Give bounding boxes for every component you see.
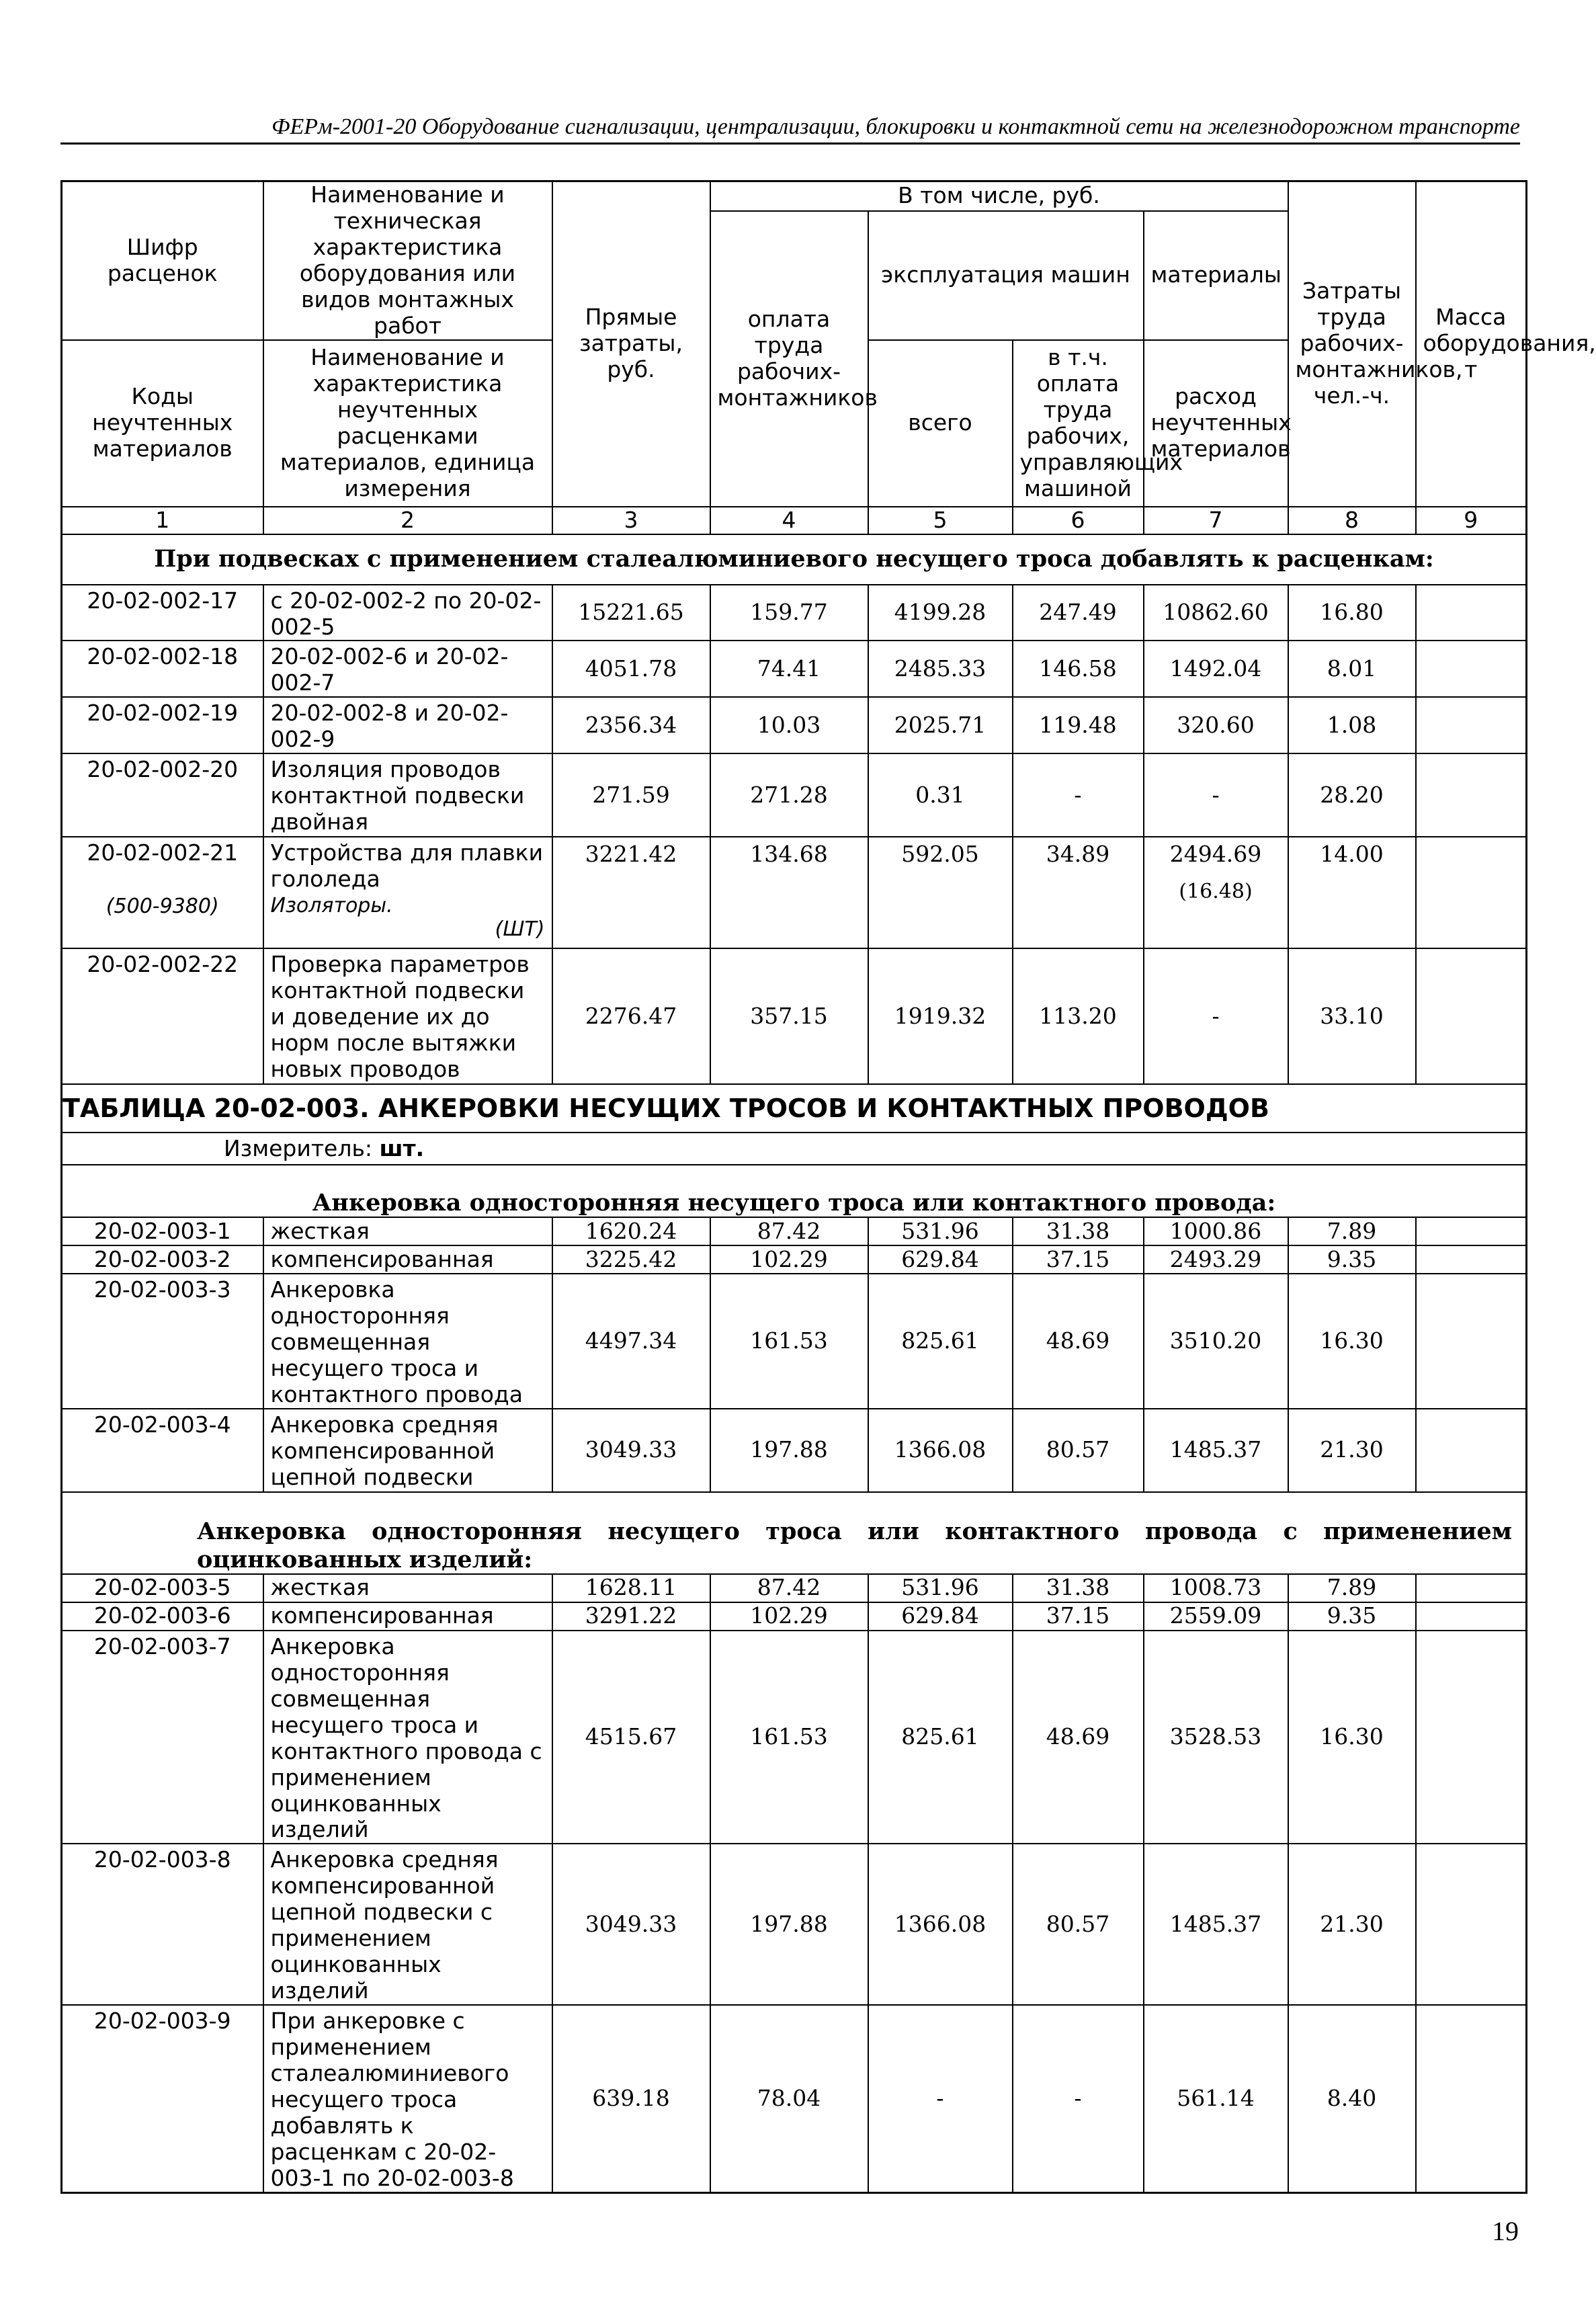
material-unit: (ШТ) xyxy=(495,917,545,942)
labor-pay: 74.41 xyxy=(710,641,868,697)
mass xyxy=(1416,697,1527,753)
machine-labor: 80.57 xyxy=(1013,1409,1144,1492)
labor-hours: 7.89 xyxy=(1288,1574,1416,1602)
header-labor-hours: Затраты труда рабочих-монтажников, чел.-ч. xyxy=(1288,181,1416,507)
rate-name: жесткая xyxy=(263,1574,552,1602)
machines-total: 2485.33 xyxy=(868,641,1013,697)
mass xyxy=(1416,2005,1527,2192)
table-row xyxy=(62,837,1527,948)
labor-pay: 87.42 xyxy=(710,1217,868,1245)
labor-pay: 102.29 xyxy=(710,1602,868,1631)
machine-labor: 80.57 xyxy=(1013,1844,1144,2005)
page-number: 19 xyxy=(1492,2216,1519,2246)
rates-table xyxy=(60,180,1596,2194)
labor-pay: 102.29 xyxy=(710,1245,868,1274)
header-number: 2 xyxy=(263,507,552,534)
measure-label: Измеритель: xyxy=(224,1135,380,1161)
header-number: 5 xyxy=(868,507,1013,534)
labor-pay: 197.88 xyxy=(710,1844,868,2005)
labor-hours: 21.30 xyxy=(1288,1844,1416,2005)
rates-table-wrapper xyxy=(60,180,1596,2191)
direct-costs: 3049.33 xyxy=(552,1409,710,1492)
machine-labor: 31.38 xyxy=(1013,1217,1144,1245)
materials: - xyxy=(1144,948,1288,1084)
table-row xyxy=(62,753,1527,837)
machine-labor: 113.20 xyxy=(1013,948,1144,1084)
labor-hours: 33.10 xyxy=(1288,948,1416,1084)
rate-code: 20-02-003-1 xyxy=(62,1217,263,1245)
materials: 10862.60 xyxy=(1144,585,1288,641)
labor-pay: 271.28 xyxy=(710,753,868,837)
header-number: 1 xyxy=(62,507,263,534)
direct-costs: 639.18 xyxy=(552,2005,710,2192)
labor-pay: 357.15 xyxy=(710,948,868,1084)
table-row xyxy=(62,1574,1527,1602)
machines-total: 592.05 xyxy=(868,837,1013,948)
labor-hours: 16.30 xyxy=(1288,1274,1416,1409)
header-number: 7 xyxy=(1144,507,1288,534)
direct-costs: 4497.34 xyxy=(552,1274,710,1409)
mass xyxy=(1416,1409,1527,1492)
mass xyxy=(1416,1245,1527,1274)
section-band: Анкеровка односторонняя несущего троса или контактного провода с применением оцинкованных изделий: xyxy=(62,1492,1527,1574)
machine-labor: 31.38 xyxy=(1013,1574,1144,1602)
section-band: Анкеровка односторонняя несущего троса или контактного провода: xyxy=(62,1165,1527,1217)
header-name: Наименование и техническая характеристика оборудования или видов монтажных работ xyxy=(263,181,552,340)
machine-labor: 48.69 xyxy=(1013,1274,1144,1409)
materials: 2559.09 xyxy=(1144,1602,1288,1631)
machines-total: 0.31 xyxy=(868,753,1013,837)
rate-name: с 20-02-002-2 по 20-02-002-5 xyxy=(263,585,552,641)
materials: 1008.73 xyxy=(1144,1574,1288,1602)
machines-total: 4199.28 xyxy=(868,585,1013,641)
rate-code: 20-02-003-8 xyxy=(62,1844,263,2005)
rate-name-with-material xyxy=(263,837,552,948)
rate-code: 20-02-002-18 xyxy=(62,641,263,697)
labor-pay: 197.88 xyxy=(710,1409,868,1492)
materials: 561.14 xyxy=(1144,2005,1288,2192)
direct-costs: 3049.33 xyxy=(552,1844,710,2005)
direct-costs: 1620.24 xyxy=(552,1217,710,1245)
rate-code: 20-02-003-5 xyxy=(62,1574,263,1602)
mass xyxy=(1416,1574,1527,1602)
machines-total: 1366.08 xyxy=(868,1844,1013,2005)
table-row xyxy=(62,1274,1527,1409)
labor-hours: 9.35 xyxy=(1288,1602,1416,1631)
material-code: (500-9380) xyxy=(106,895,219,919)
direct-costs: 3221.42 xyxy=(552,837,710,948)
direct-costs: 2356.34 xyxy=(552,697,710,753)
header-mass: Масса оборудования, т xyxy=(1416,181,1527,507)
machines-total: 531.96 xyxy=(868,1574,1013,1602)
machine-labor: - xyxy=(1013,2005,1144,2192)
rate-name: жесткая xyxy=(263,1217,552,1245)
section-band-row xyxy=(62,534,1527,585)
labor-pay: 161.53 xyxy=(710,1274,868,1409)
labor-pay: 10.03 xyxy=(710,697,868,753)
machine-labor: 146.58 xyxy=(1013,641,1144,697)
header-number: 9 xyxy=(1416,507,1527,534)
rate-code: 20-02-002-20 xyxy=(62,753,263,837)
materials: 2493.29 xyxy=(1144,1245,1288,1274)
machines-total: 2025.71 xyxy=(868,697,1013,753)
rate-code: 20-02-003-9 xyxy=(62,2005,263,2192)
rate-name: Анкеровка односторонняя совмещенная несущего троса и контактного провода с применением оцинкованных изделий xyxy=(263,1631,552,1844)
mass xyxy=(1416,753,1527,837)
header-number: 6 xyxy=(1013,507,1144,534)
machine-labor: 37.15 xyxy=(1013,1602,1144,1631)
header-machines-total: всего xyxy=(868,340,1013,507)
rate-name: Проверка параметров контактной подвески и доведение их до норм после вытяжки новых проводов xyxy=(263,948,552,1084)
rate-name: 20-02-002-6 и 20-02-002-7 xyxy=(263,641,552,697)
header-number: 3 xyxy=(552,507,710,534)
rate-name: компенсированная xyxy=(263,1602,552,1631)
rate-code: 20-02-003-6 xyxy=(62,1602,263,1631)
machines-total: 629.84 xyxy=(868,1602,1013,1631)
labor-hours: 9.35 xyxy=(1288,1245,1416,1274)
section-band: При подвесках с применением сталеалюминиевого несущего троса добавлять к расценкам: xyxy=(62,534,1527,585)
measure-row xyxy=(62,1133,1527,1165)
table-row xyxy=(62,1409,1527,1492)
rate-code: 20-02-003-2 xyxy=(62,1245,263,1274)
table-row xyxy=(62,2005,1527,2192)
labor-hours: 8.40 xyxy=(1288,2005,1416,2192)
table-row xyxy=(62,948,1527,1084)
section-band-row xyxy=(62,1492,1527,1574)
materials: 3528.53 xyxy=(1144,1631,1288,1844)
rate-name: Анкеровка средняя компенсированной цепной подвески с применением оцинкованных изделий xyxy=(263,1844,552,2005)
header-machines: эксплуатация машин xyxy=(868,211,1144,340)
rate-name: компенсированная xyxy=(263,1245,552,1274)
rate-code: 20-02-003-3 xyxy=(62,1274,263,1409)
material-qty: (16.48) xyxy=(1179,880,1253,904)
machines-total: 825.61 xyxy=(868,1274,1013,1409)
header-unaccounted-materials: расход неучтенных материалов xyxy=(1144,340,1288,507)
rate-code: 20-02-003-7 xyxy=(62,1631,263,1844)
table-row xyxy=(62,1631,1527,1844)
machine-labor: 119.48 xyxy=(1013,697,1144,753)
machines-total: 531.96 xyxy=(868,1217,1013,1245)
direct-costs: 4515.67 xyxy=(552,1631,710,1844)
table-title-row xyxy=(62,1084,1527,1133)
direct-costs: 4051.78 xyxy=(552,641,710,697)
labor-pay: 87.42 xyxy=(710,1574,868,1602)
rate-code: 20-02-003-4 xyxy=(62,1409,263,1492)
materials: 320.60 xyxy=(1144,697,1288,753)
table-row xyxy=(62,1217,1527,1245)
materials-with-qty xyxy=(1144,837,1288,948)
machine-labor: 48.69 xyxy=(1013,1631,1144,1844)
header-group: В том числе, руб. xyxy=(710,181,1288,211)
running-header: ФЕРм-2001-20 Оборудование сигнализации, централизации, блокировки и контактной сети на железнодорожном транспорте xyxy=(60,114,1520,145)
direct-costs: 271.59 xyxy=(552,753,710,837)
direct-costs: 1628.11 xyxy=(552,1574,710,1602)
materials: 1492.04 xyxy=(1144,641,1288,697)
labor-hours: 16.80 xyxy=(1288,585,1416,641)
labor-hours: 8.01 xyxy=(1288,641,1416,697)
table-row xyxy=(62,1245,1527,1274)
labor-pay: 78.04 xyxy=(710,2005,868,2192)
section-band-row xyxy=(62,1165,1527,1217)
labor-pay: 134.68 xyxy=(710,837,868,948)
header-material-codes: Коды неучтенных материалов xyxy=(62,340,263,507)
rate-name: Устройства для плавки гололеда xyxy=(270,839,544,893)
rate-name: Изоляция проводов контактной подвески двойная xyxy=(263,753,552,837)
machine-labor: - xyxy=(1013,753,1144,837)
materials: - xyxy=(1144,753,1288,837)
header-machine-labor: в т.ч. оплата труда рабочих, управляющих машиной xyxy=(1013,340,1144,507)
mass xyxy=(1416,948,1527,1084)
labor-hours: 16.30 xyxy=(1288,1631,1416,1844)
rate-name: При анкеровке с применением сталеалюминиевого несущего троса добавлять к расценкам с 20-02-003-1 по 20-02-003-8 xyxy=(263,2005,552,2192)
rate-code: 20-02-002-21 xyxy=(87,839,239,866)
rate-code: 20-02-002-22 xyxy=(62,948,263,1084)
header-labor-pay: оплата труда рабочих-монтажников xyxy=(710,211,868,507)
materials: 1000.86 xyxy=(1144,1217,1288,1245)
table-row xyxy=(62,585,1527,641)
machines-total: 629.84 xyxy=(868,1245,1013,1274)
direct-costs: 15221.65 xyxy=(552,585,710,641)
labor-hours: 28.20 xyxy=(1288,753,1416,837)
rate-name: Анкеровка односторонняя совмещенная несущего троса и контактного провода xyxy=(263,1274,552,1409)
table-row xyxy=(62,1844,1527,2005)
mass xyxy=(1416,1217,1527,1245)
header-row-1 xyxy=(62,181,1527,211)
measure-value: шт. xyxy=(379,1135,425,1161)
mass xyxy=(1416,585,1527,641)
materials: 1485.37 xyxy=(1144,1409,1288,1492)
labor-hours: 1.08 xyxy=(1288,697,1416,753)
table-row xyxy=(62,1602,1527,1631)
machines-total: 825.61 xyxy=(868,1631,1013,1844)
header-material-names: Наименование и характеристика неучтенных расценками материалов, единица измерения xyxy=(263,340,552,507)
mass xyxy=(1416,1844,1527,2005)
mass xyxy=(1416,641,1527,697)
machines-total: - xyxy=(868,2005,1013,2192)
table-row xyxy=(62,697,1527,753)
header-materials: материалы xyxy=(1144,211,1288,340)
header-numbers-row xyxy=(62,507,1527,534)
direct-costs: 3291.22 xyxy=(552,1602,710,1631)
mass xyxy=(1416,1602,1527,1631)
rate-name: Анкеровка средняя компенсированной цепной подвески xyxy=(263,1409,552,1492)
rate-name: 20-02-002-8 и 20-02-002-9 xyxy=(263,697,552,753)
machine-labor: 34.89 xyxy=(1013,837,1144,948)
material-name: Изоляторы. xyxy=(270,894,393,918)
header-number: 4 xyxy=(710,507,868,534)
machine-labor: 37.15 xyxy=(1013,1245,1144,1274)
header-code: Шифр расценок xyxy=(62,181,263,340)
mass xyxy=(1416,1274,1527,1409)
rate-code: 20-02-002-17 xyxy=(62,585,263,641)
rate-code-with-material xyxy=(62,837,263,948)
machines-total: 1919.32 xyxy=(868,948,1013,1084)
rate-code: 20-02-002-19 xyxy=(62,697,263,753)
labor-pay: 161.53 xyxy=(710,1631,868,1844)
labor-pay: 159.77 xyxy=(710,585,868,641)
table-title: ТАБЛИЦА 20-02-003. АНКЕРОВКИ НЕСУЩИХ ТРОСОВ И КОНТАКТНЫХ ПРОВОДОВ xyxy=(62,1084,1527,1133)
direct-costs: 2276.47 xyxy=(552,948,710,1084)
machines-total: 1366.08 xyxy=(868,1409,1013,1492)
mass xyxy=(1416,837,1527,948)
header-direct-costs: Прямые затраты, руб. xyxy=(552,181,710,507)
direct-costs: 3225.42 xyxy=(552,1245,710,1274)
materials: 1485.37 xyxy=(1144,1844,1288,2005)
header-number: 8 xyxy=(1288,507,1416,534)
labor-hours: 14.00 xyxy=(1288,837,1416,948)
machine-labor: 247.49 xyxy=(1013,585,1144,641)
materials: 3510.20 xyxy=(1144,1274,1288,1409)
measure xyxy=(62,1133,1527,1165)
materials: 2494.69 xyxy=(1169,841,1262,868)
labor-hours: 7.89 xyxy=(1288,1217,1416,1245)
labor-hours: 21.30 xyxy=(1288,1409,1416,1492)
table-row xyxy=(62,641,1527,697)
mass xyxy=(1416,1631,1527,1844)
